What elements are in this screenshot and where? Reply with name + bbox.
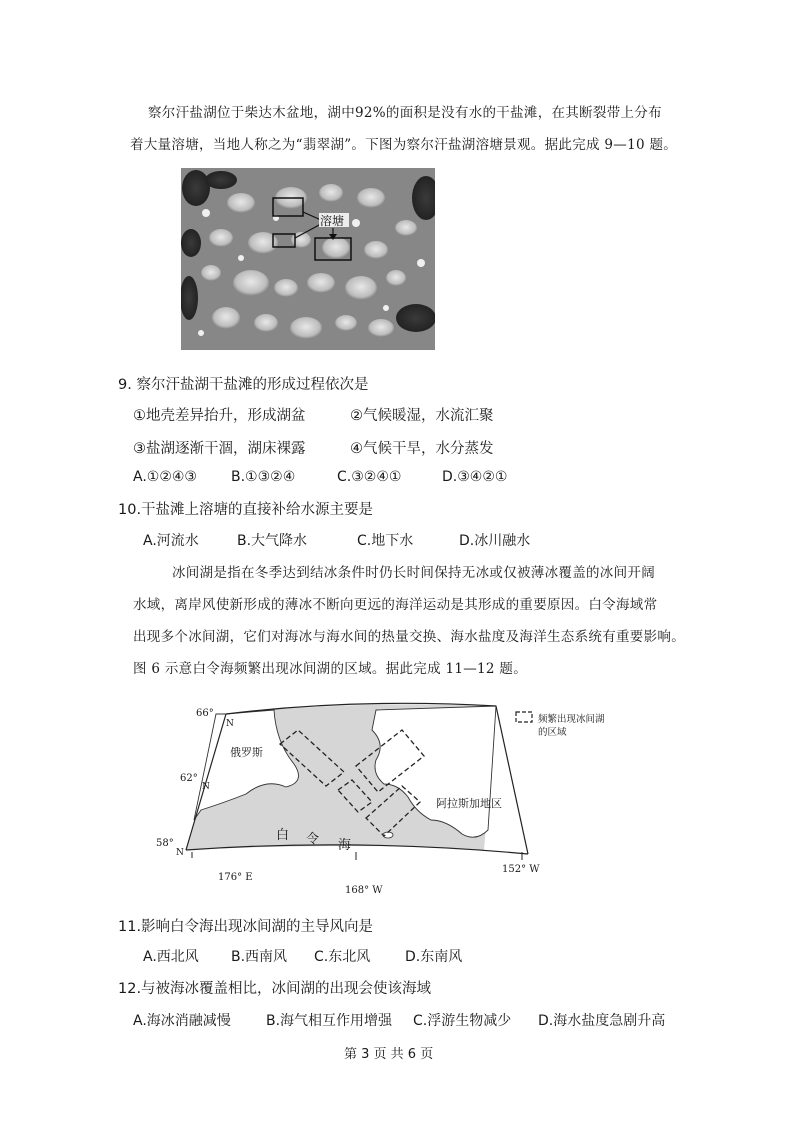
- q9-option-b: B.①③②④: [231, 469, 296, 485]
- q11-option-c: C.东北风: [314, 949, 371, 965]
- intro2-line3: 出现多个冰间湖，它们对海冰与海水间的热量交换、海水盐度及海洋生态系统有重要影响。: [133, 629, 685, 645]
- alaska-label: 阿拉斯加地区: [436, 797, 502, 810]
- q12-option-d: D.海水盐度急剧升高: [538, 1013, 666, 1029]
- q9-item-4: ④气候干旱，水分蒸发: [350, 441, 494, 457]
- page-footer: 第 3 页 共 6 页: [344, 1047, 434, 1062]
- lon-176e-label: 176° E: [218, 872, 253, 883]
- legend-label-2: 的区域: [538, 727, 567, 738]
- q11-stem: 11.影响白令海出现冰间湖的主导风向是: [118, 919, 374, 935]
- q10-option-b: B.大气降水: [237, 533, 308, 549]
- q10-option-c: C.地下水: [357, 533, 414, 549]
- intro2-line4: 图 6 示意白令海频繁出现冰间湖的区域。据此完成 11—12 题。: [133, 661, 528, 677]
- sea-label-1: 白: [276, 828, 290, 843]
- lat-58-label: 58°: [156, 838, 174, 849]
- q12-option-c: C.浮游生物减少: [413, 1013, 512, 1029]
- q9-option-a: A.①②④③: [133, 469, 197, 485]
- lat-66-n: N: [226, 719, 234, 729]
- q12-option-b: B.海气相互作用增强: [266, 1013, 393, 1029]
- lon-152w-label: 152° W: [502, 864, 540, 875]
- q12-stem: 12.与被海冰覆盖相比，冰间湖的出现会使该海域: [118, 981, 432, 997]
- intro2-line2: 水域，离岸风使新形成的薄冰不断向更远的海洋运动是其形成的重要原因。白令海域常: [133, 597, 658, 613]
- intro1-line2: 着大量溶塘，当地人称之为“翡翠湖”。下图为察尔汗盐湖溶塘景观。据此完成 9—10 题。: [130, 137, 678, 153]
- q9-option-c: C.③②④①: [337, 469, 402, 485]
- q11-option-b: B.西南风: [231, 949, 288, 965]
- q10-option-a: A.河流水: [143, 533, 199, 549]
- bering-sea-map: [156, 702, 636, 902]
- q9-item-2: ②气候暖湿，水流汇聚: [350, 408, 494, 424]
- lon-168w-label: 168° W: [345, 885, 383, 896]
- lat-58-n: N: [176, 848, 184, 858]
- q10-option-d: D.冰川融水: [459, 533, 531, 549]
- q12-option-a: A.海冰消融减慢: [133, 1013, 231, 1029]
- sea-label-3: 海: [338, 838, 352, 853]
- intro1-line1: 察尔汗盐湖位于柴达木盆地，湖中92%的面积是没有水的干盐滩，在其断裂带上分布: [148, 105, 662, 121]
- lat-62-n: N: [202, 782, 210, 792]
- q9-item-3: ③盐湖逐渐干涸，湖床裸露: [133, 441, 306, 457]
- q9-stem: 9. 察尔汗盐湖干盐滩的形成过程依次是: [118, 377, 369, 393]
- q10-stem: 10.干盐滩上溶塘的直接补给水源主要是: [118, 502, 374, 518]
- q9-item-1: ①地壳差异抬升，形成湖盆: [133, 408, 306, 424]
- legend-label-1: 频繁出现冰间湖: [538, 714, 605, 725]
- russia-label: 俄罗斯: [230, 746, 263, 759]
- lat-66-label: 66°: [196, 708, 214, 719]
- intro2-line1: 冰间湖是指在冬季达到结冰条件时仍长时间保持无冰或仅被薄冰覆盖的冰间开阔: [172, 565, 655, 581]
- sea-label-2: 令: [306, 832, 320, 847]
- q11-option-a: A.西北风: [143, 949, 199, 965]
- q9-option-d: D.③④②①: [442, 469, 508, 485]
- pond-label: 溶塘: [320, 214, 345, 228]
- salt-lake-photo: [181, 168, 435, 350]
- q11-option-d: D.东南风: [405, 949, 463, 965]
- lat-62-label: 62°: [180, 773, 198, 784]
